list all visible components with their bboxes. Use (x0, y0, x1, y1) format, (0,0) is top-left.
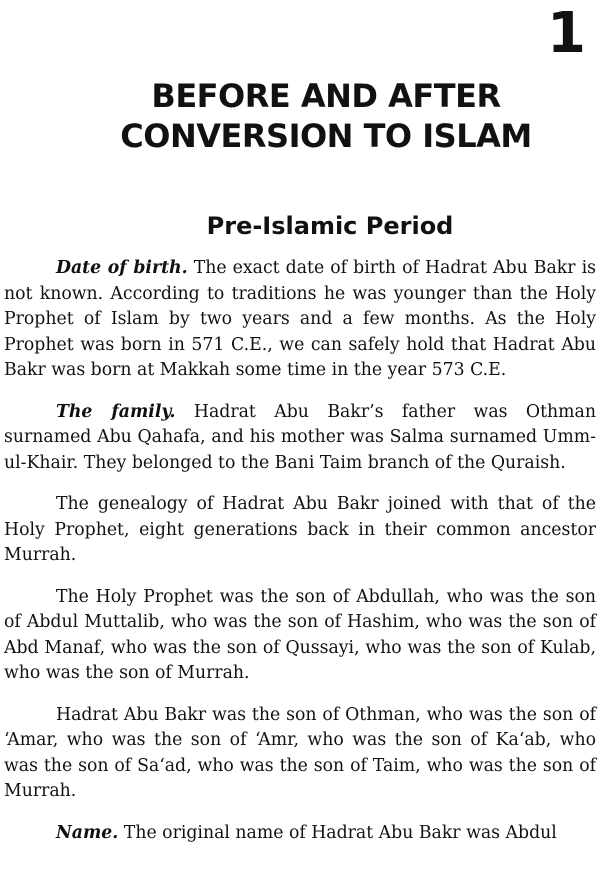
chapter-number: 1 (547, 1, 586, 66)
paragraph-lead: Name. (56, 822, 119, 843)
paragraph-lead: The family. (56, 401, 176, 422)
paragraph-text: The genealogy of Hadrat Abu Bakr joined with that of the Holy Prophet, eight generations back in their common ancestor Murrah. (4, 494, 596, 565)
chapter-title: BEFORE AND AFTER CONVERSION TO ISLAM (120, 77, 532, 155)
paragraph-lead: Date of birth. (56, 258, 188, 278)
paragraph-genealogy (4, 492, 596, 569)
paragraph-text: The exact date of birth of Hadrat Abu Bakr is not known. According to traditions he was younger than the Holy Prophet of Islam by two years and a few months. As the Holy Prophet was born in 571 C.E., we can safely hold that Hadrat Abu Bakr was born at Makkah some time in the year 573 C.E. (4, 258, 596, 380)
paragraph-family (4, 400, 596, 477)
paragraph-prophet-lineage (4, 585, 596, 687)
paragraph-text: Hadrat Abu Bakr was the son of Othman, who was the son of ‘Amar, who was the son of ‘Amr, who was the son of Ka‘ab, who was the son of Sa‘ad, who was the son of Taim, who was the son of Murrah. (4, 704, 596, 801)
paragraph-date-of-birth (4, 256, 596, 384)
paragraph-abu-bakr-lineage (4, 703, 596, 805)
paragraph-text: The Holy Prophet was the son of Abdullah, who was the son of Abdul Muttalib, who was the son of Hashim, who was the son of Abd Manaf, who was the son of Qussayi, who was the son of Kulab, who was the son of Murrah. (4, 586, 596, 683)
paragraph-text: The original name of Hadrat Abu Bakr was Abdul (118, 822, 557, 843)
paragraph-name (4, 821, 596, 847)
section-heading: Pre-Islamic Period (206, 212, 454, 240)
paragraph-text: Hadrat Abu Bakr’s father was Othman surnamed Abu Qahafa, and his mother was Salma surnamed Umm-ul-Khair. They belonged to the Bani Taim branch of the Quraish. (4, 401, 596, 473)
body-text (4, 256, 596, 862)
